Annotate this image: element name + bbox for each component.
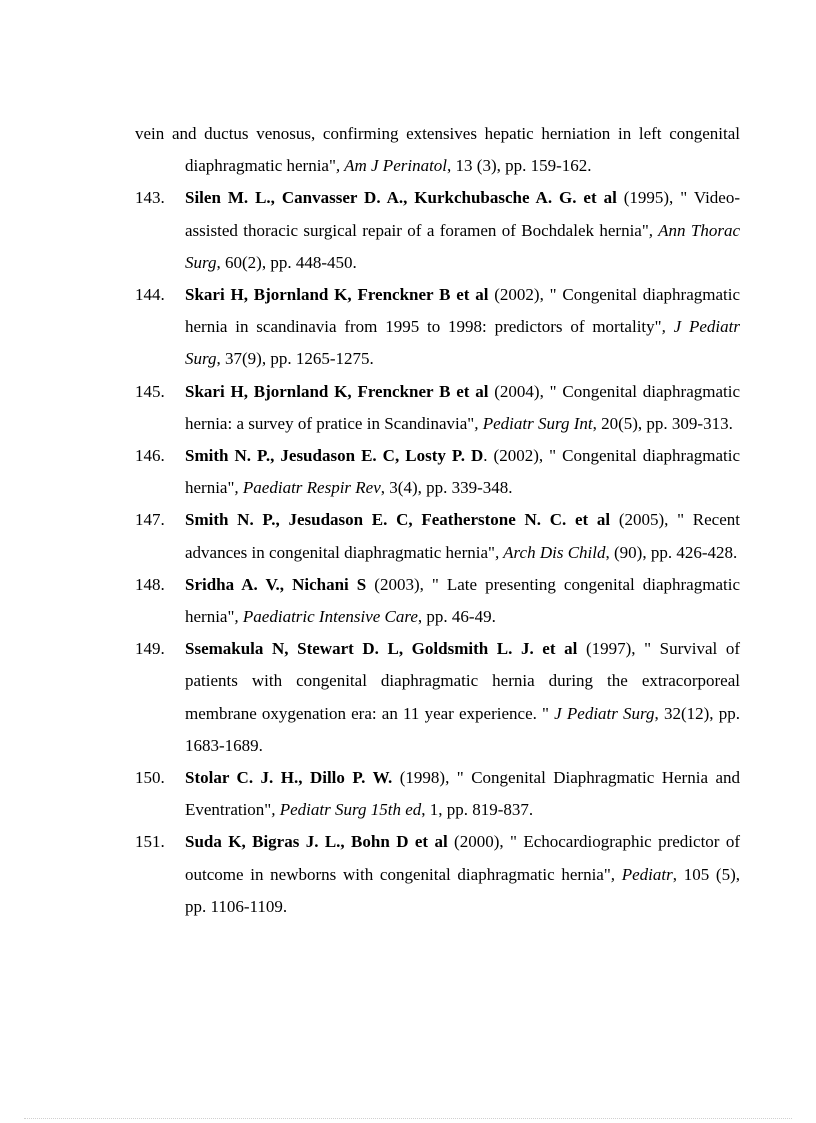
- reference-details: , 60(2), pp. 448-450.: [216, 252, 357, 272]
- reference-item: [135, 762, 740, 826]
- reference-text: (2000), " Echocardiographic predictor of outcome in newborns with congenital diaphragmatic hernia": [185, 832, 740, 884]
- reference-journal: , Pediatr Surg 15th ed: [271, 800, 422, 820]
- reference-authors: Stolar C. J. H., Dillo P. W.: [185, 768, 393, 788]
- reference-text: (2002), " Congenital diaphragmatic hernia in scandinavia from 1995 to 1998: predictors of mortality": [185, 285, 740, 337]
- reference-details: , 3(4), pp. 339-348.: [380, 478, 513, 498]
- reference-number: 150.: [135, 768, 165, 788]
- reference-authors: Skari H, Bjornland K, Frenckner B et al: [185, 285, 489, 305]
- reference-list-section: [135, 118, 740, 923]
- reference-number: 147.: [135, 510, 165, 530]
- reference-details: , (90), pp. 426-428.: [605, 542, 738, 562]
- reference-text: . (2002), " Congenital diaphragmatic hernia": [185, 446, 740, 498]
- reference-details: , 1, pp. 819-837.: [421, 800, 534, 820]
- reference-item: [135, 504, 740, 568]
- reference-item: [135, 826, 740, 923]
- reference-number: 145.: [135, 381, 165, 401]
- continued-reference: [135, 118, 740, 182]
- reference-text: (2004), " Congenital diaphragmatic hernia: a survey of pratice in Scandinavia": [185, 381, 740, 433]
- reference-item: [135, 376, 740, 440]
- reference-authors: Smith N. P., Jesudason E. C, Losty P. D: [185, 446, 484, 466]
- reference-text: vein and ductus venosus, confirming extensives hepatic herniation in left congenital diaphragmatic hernia": [135, 124, 740, 176]
- reference-details: , pp. 46-49.: [417, 607, 496, 627]
- reference-list: [135, 182, 740, 923]
- reference-authors: Silen M. L., Canvasser D. A., Kurkchubasche A. G. et al: [185, 188, 617, 208]
- reference-details: , 37(9), pp. 1265-1275.: [216, 349, 374, 369]
- reference-details: , 32(12), pp. 1683-1689.: [185, 703, 740, 755]
- reference-text: (1998), " Congenital Diaphragmatic Hernia and Eventration": [185, 768, 740, 820]
- reference-number: 151.: [135, 832, 165, 852]
- reference-journal: , Pediatr Surg Int: [474, 413, 593, 433]
- reference-details: , 13 (3), pp. 159-162.: [447, 156, 592, 176]
- reference-item: [135, 279, 740, 376]
- reference-authors: Smith N. P., Jesudason E. C, Featherstone N. C. et al: [185, 510, 611, 530]
- reference-text: (1997), " Survival of patients with congenital diaphragmatic hernia during the extracorporeal membrane oxygenation era: an 11 year experience. ": [185, 639, 741, 723]
- reference-journal: , Paediatric Intensive Care: [234, 607, 418, 627]
- reference-number: 149.: [135, 639, 165, 659]
- reference-journal: , Pediatr: [610, 864, 673, 884]
- reference-details: , 20(5), pp. 309-313.: [592, 413, 733, 433]
- reference-text: (2005), " Recent advances in congenital diaphragmatic hernia": [185, 510, 740, 562]
- reference-authors: Sridha A. V., Nichani S: [185, 574, 367, 594]
- reference-item: [135, 633, 740, 762]
- reference-text: (2003), " Late presenting congenital diaphragmatic hernia": [185, 574, 740, 627]
- reference-journal: , Ann Thorac Surg: [185, 220, 740, 272]
- page-bottom-divider: [24, 1118, 792, 1119]
- reference-item: [135, 440, 740, 504]
- reference-number: 146.: [135, 446, 165, 466]
- reference-journal: , Paediatr Respir Rev: [234, 478, 381, 498]
- reference-authors: Ssemakula N, Stewart D. L, Goldsmith L. J. et al: [185, 639, 578, 659]
- reference-item: [135, 182, 740, 279]
- reference-authors: Skari H, Bjornland K, Frenckner B et al: [185, 381, 489, 401]
- reference-journal: J Pediatr Surg: [548, 703, 655, 723]
- reference-number: 148.: [135, 574, 165, 594]
- reference-number: 144.: [135, 285, 165, 305]
- reference-journal: , Am J Perinatol: [335, 156, 448, 176]
- reference-text: (1995), " Video-assisted thoracic surgical repair of a foramen of Bochdalek hernia": [185, 188, 741, 240]
- reference-number: 143.: [135, 188, 165, 208]
- reference-item: [135, 569, 740, 633]
- reference-details: , 105 (5), pp. 1106-1109.: [185, 864, 740, 916]
- reference-journal: , J Pediatr Surg: [185, 317, 740, 369]
- reference-journal: , Arch Dis Child: [494, 542, 606, 562]
- reference-authors: Suda K, Bigras J. L., Bohn D et al: [185, 832, 448, 852]
